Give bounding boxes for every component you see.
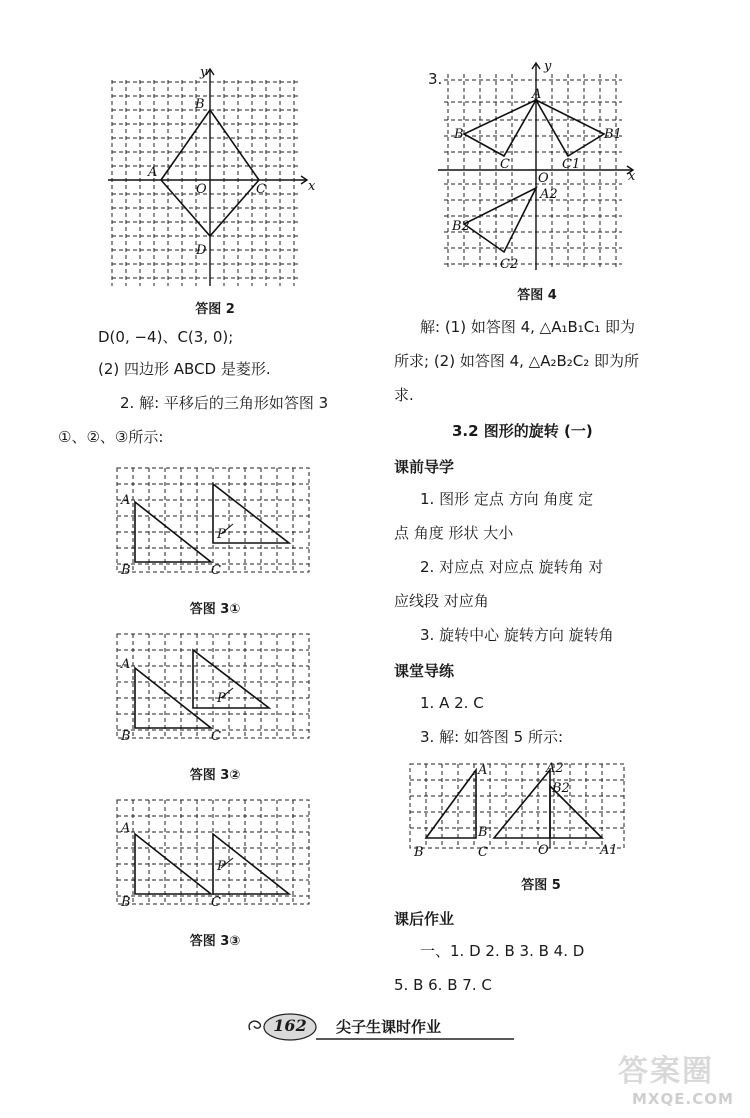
point-label-d: D [196,243,207,258]
point-label-o: O [538,171,549,186]
point-label-b1: B1 [604,127,622,142]
figure-3-2 [115,632,315,744]
point-label-a: A [121,821,131,836]
axis-label-y: y [200,65,208,80]
axes [108,69,307,286]
pre-item-1a: 1. 图形 定点 方向 角度 定 [420,490,594,508]
point-label-c: C [211,895,221,910]
heading-after-class: 课后作业 [394,910,455,928]
pre-item-3: 3. 旋转中心 旋转方向 旋转角 [420,626,614,644]
figure-3-3 [115,798,315,910]
figure-4 [438,59,638,272]
page-footer [244,1012,524,1042]
text-left-line-2: (2) 四边形 ABCD 是菱形. [98,360,271,378]
point-label-a: A [478,763,488,778]
axis-label-x: x [628,169,636,184]
pre-item-2b: 应线段 对应角 [394,592,489,610]
footer-title: 尖子生课时作业 [336,1018,442,1036]
caption-figure-2: 答图 2 [195,302,235,317]
grid [410,764,624,848]
point-label-b2: B2 [552,781,570,796]
figure-3-1 [115,466,315,578]
point-label-c: C [478,845,488,860]
section-title: 3.2 图形的旋转 (一) [452,422,593,440]
point-label-p: P [217,691,226,706]
heading-in-class: 课堂导练 [394,662,455,680]
figure-5-graph [406,760,636,860]
heading-pre-class: 课前导学 [394,458,455,476]
text-left-line-3: 2. 解: 平移后的三角形如答图 3 [120,394,329,412]
triangle-translated [193,650,269,708]
triangle-a1b1c1 [536,100,604,156]
point-label-o: O [196,182,207,197]
caption-figure-5: 答图 5 [521,878,561,893]
point-label-c: C [211,729,221,744]
page-number: 162 [273,1016,307,1035]
figure-2 [108,65,318,288]
point-label-b: B [195,97,205,112]
caption-figure-4: 答图 4 [517,288,557,303]
watermark-logo: 答案圈 [618,1054,714,1089]
caption-figure-3-2: 答图 3② [189,768,241,783]
item-3-number: 3. [428,70,443,88]
after-item-1b: 5. B 6. B 7. C [394,976,492,994]
caption-figure-3-1: 答图 3① [189,602,241,617]
figure-4-graph [438,59,638,272]
solution-line-1: 解: (1) 如答图 4, △A₁B₁C₁ 即为 [420,318,636,336]
text-left-line-4: ①、②、③所示: [58,428,164,446]
watermark-url: MXQE.COM [632,1090,734,1108]
figure-3-3-graph [115,798,315,910]
point-label-c: C [256,182,266,197]
after-item-1a: 一、1. D 2. B 3. B 4. D [420,942,585,960]
caption-figure-3-3: 答图 3③ [189,934,241,949]
point-label-b: B [121,895,131,910]
point-label-c1: C1 [562,157,581,172]
axis-label-x: x [308,179,316,194]
point-label-a1: A1 [600,843,618,858]
point-label-c: C [500,157,510,172]
point-label-o: O [538,843,549,858]
triangle-abc [464,100,536,156]
pre-item-1b: 点 角度 形状 大小 [394,524,514,542]
pre-item-2a: 2. 对应点 对应点 旋转角 对 [420,558,604,576]
text-left-line-1: D(0, −4)、C(3, 0); [98,328,234,346]
triangle-a2b2c2 [464,188,536,252]
class-item-1: 1. A 2. C [420,694,484,712]
point-label-c: C [211,563,221,578]
point-label-b2: B2 [452,219,470,234]
axis-label-y: y [544,59,552,74]
point-label-p: P [217,859,226,874]
figure-3-1-graph [115,466,315,578]
point-label-a: A [121,657,131,672]
point-label-a: A [532,87,542,102]
point-label-b: B [121,729,131,744]
class-item-3: 3. 解: 如答图 5 所示: [420,728,564,746]
point-label-a2: A2 [540,187,558,202]
point-label-a2: A2 [546,761,564,776]
point-label-b: B [121,563,131,578]
point-label-b: B [454,127,464,142]
point-label-p: P [217,527,226,542]
figure-3-2-graph [115,632,315,744]
solution-line-3: 求. [394,386,414,404]
point-label-b1: B [478,825,488,840]
point-label-b: B [414,845,424,860]
point-label-c2: C2 [500,257,519,272]
solution-line-2: 所求; (2) 如答图 4, △A₂B₂C₂ 即为所 [394,352,640,370]
figure-5 [406,760,636,860]
figure-2-graph [108,65,318,288]
point-label-a: A [148,165,158,180]
grid [117,634,309,738]
point-label-a: A [121,493,131,508]
